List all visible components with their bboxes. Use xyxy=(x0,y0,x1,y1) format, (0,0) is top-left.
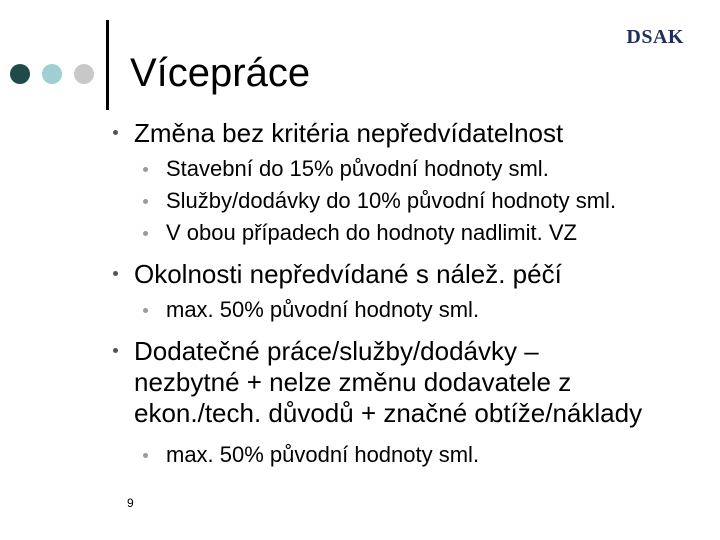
sub-bullet-icon xyxy=(143,167,148,172)
sub-bullet-item xyxy=(0,439,720,471)
sub-bullet-item xyxy=(0,185,720,217)
bullet-list xyxy=(0,114,720,471)
slide-title: Vícepráce xyxy=(130,51,311,95)
bullet-text: Dodatečné práce/služby/dodávky – nezbytné + nelze změnu dodavatele z ekon./tech. důvodů + značné obtíže/náklady xyxy=(134,336,643,428)
bullet-icon xyxy=(113,130,118,135)
bullet-item xyxy=(0,114,720,153)
sub-bullet-text: max. 50% původní hodnoty sml. xyxy=(166,297,480,322)
bullet-icon xyxy=(113,348,118,353)
sub-bullet-item xyxy=(0,153,720,185)
sub-bullet-text: max. 50% původní hodnoty sml. xyxy=(166,442,480,467)
bullet-icon xyxy=(113,271,118,276)
decorative-dot-gray xyxy=(74,64,94,84)
sub-bullet-text: Stavební do 15% původní hodnoty sml. xyxy=(166,156,549,181)
sub-bullet-item xyxy=(0,217,720,249)
sub-bullet-icon xyxy=(143,231,148,236)
bullet-text: Okolnosti nepředvídané s nálež. péčí xyxy=(134,259,562,289)
bullet-item xyxy=(0,255,720,294)
bullet-item xyxy=(0,332,644,433)
title-divider-line xyxy=(106,20,109,110)
sub-bullet-icon xyxy=(143,308,148,313)
dsak-logo: DSAK xyxy=(626,26,684,48)
decorative-dot-teal xyxy=(42,64,62,84)
bullet-text: Změna bez kritéria nepředvídatelnost xyxy=(134,118,564,148)
sub-bullet-text: V obou případech do hodnoty nadlimit. VZ xyxy=(166,220,577,245)
decorative-dot-dark xyxy=(10,64,30,84)
sub-bullet-item xyxy=(0,294,720,326)
sub-bullet-text: Služby/dodávky do 10% původní hodnoty sml. xyxy=(166,188,617,213)
sub-bullet-icon xyxy=(143,199,148,204)
sub-bullet-icon xyxy=(143,453,148,458)
page-number: 9 xyxy=(127,496,134,510)
